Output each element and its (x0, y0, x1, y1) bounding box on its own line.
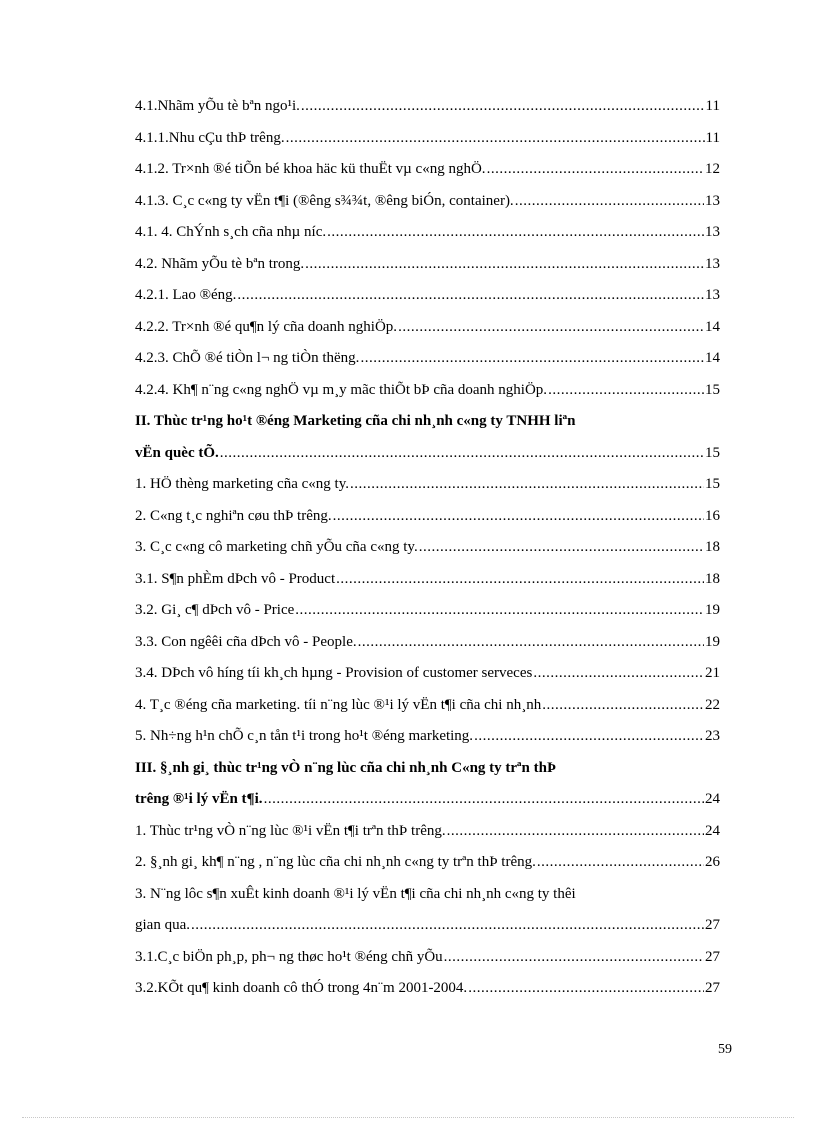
toc-entry (135, 91, 720, 123)
toc-entry-title: gian qua. (135, 917, 190, 933)
toc-entry-title: II. Thùc tr¹ng ho¹t ®éng Marketing cña chi nh¸nh c«ng ty TNHH liªn (135, 413, 576, 429)
toc-entry-page: 23 (705, 728, 720, 744)
toc-entry-page: 15 (705, 381, 720, 398)
toc-entry-page: 26 (705, 854, 720, 870)
toc-entry-title: 4.1.3. C¸c c«ng ty vËn t¶i (®êng s¾¾t, ®êng biÓn, container). (135, 192, 514, 209)
toc-entry-title: 4.2. Nhãm yÕu tè bªn trong. (135, 255, 305, 272)
toc-entry (135, 217, 720, 249)
toc-leader-dots (515, 186, 704, 218)
toc-entry-title: 3. N¨ng lôc s¶n xuÊt kinh doanh ®¹i lý vËn t¶i cña chi nh¸nh c«ng ty thêi (135, 885, 576, 902)
toc-leader-dots (419, 532, 704, 564)
toc-entry (135, 154, 720, 186)
toc-leader-dots (360, 343, 704, 375)
toc-entry-page: 18 (705, 539, 720, 555)
toc-entry (135, 784, 720, 816)
toc-leader-dots (444, 942, 704, 974)
toc-entry (135, 942, 720, 974)
toc-entry (135, 469, 720, 501)
toc-entry-page: 13 (705, 192, 720, 209)
toc-leader-dots (301, 91, 705, 123)
toc-entry (135, 249, 720, 281)
toc-entry-page: 22 (705, 696, 720, 713)
toc-entry (135, 312, 720, 344)
toc-leader-dots (487, 154, 704, 186)
toc-leader-dots (264, 784, 704, 816)
toc-entry (135, 816, 720, 848)
toc-leader-dots (468, 973, 704, 1005)
toc-entry (135, 595, 720, 627)
toc-entry-page: 14 (705, 318, 720, 335)
toc-leader-dots (305, 249, 704, 281)
toc-entry (135, 910, 720, 942)
toc-entry (135, 343, 720, 375)
toc-entry-title: trêng ®¹i lý vËn t¶i. (135, 791, 263, 807)
toc-entry (135, 973, 720, 1005)
toc-entry (135, 532, 720, 564)
toc-entry-page: 13 (705, 287, 720, 303)
toc-leader-dots (447, 816, 704, 848)
toc-entry-title: III. §¸nh gi¸ thùc tr¹ng vÒ n¨ng lùc cña chi nh¸nh C«ng ty trªn thÞ (135, 759, 557, 776)
toc-entry (135, 438, 720, 470)
toc-entry-page: 15 (705, 476, 720, 492)
toc-entry (135, 123, 720, 155)
toc-entry-title: 4.1.Nhãm yÕu tè bªn ngo¹i. (135, 98, 300, 114)
toc-entry-title: 3.1. S¶n phÈm dÞch vô - Product (135, 570, 336, 587)
toc-entry-title: 1. HÖ thèng marketing cña c«ng ty. (135, 476, 349, 492)
toc-entry-page: 18 (705, 570, 720, 587)
toc-leader-dots (333, 501, 704, 533)
footer-divider (22, 1117, 794, 1118)
toc-leader-dots (358, 627, 704, 659)
toc-entry (135, 280, 720, 312)
toc-entry-page: 24 (705, 791, 720, 807)
toc-entry-title: 4.2.2. Tr×nh ®é qu¶n lý cña doanh nghiÖp. (135, 318, 398, 335)
toc-entry-page: 14 (705, 350, 720, 366)
toc-leader-dots (220, 438, 704, 470)
toc-leader-dots (350, 469, 704, 501)
toc-entry-page: 24 (705, 822, 720, 839)
toc-entry-title: 3.4. DÞch vô híng tíi kh¸ch hµng - Provision of customer serveces (135, 665, 533, 681)
toc-entry-title: 3.2. Gi¸ c¶ dÞch vô - Price (135, 602, 295, 618)
toc-entry-title: 5. Nh÷ng h¹n chÕ c¸n tån t¹i trong ho¹t ®éng marketing. (135, 728, 474, 744)
toc-entry (135, 375, 720, 407)
toc-entry-page: 21 (705, 665, 720, 681)
toc-entry-title: 4.1.2. Tr×nh ®é tiÕn bé khoa häc kü thuËt vµ c«ng nghÖ. (135, 161, 486, 177)
toc-entry-title: 3.2.KÕt qu¶ kinh doanh cô thÓ trong 4n¨m 2001-2004. (135, 980, 468, 996)
toc-entry-title: vËn quèc tÕ. (135, 444, 219, 461)
toc-entry (135, 721, 720, 753)
toc-leader-dots (474, 721, 704, 753)
table-of-contents (135, 91, 720, 1005)
toc-leader-dots (336, 564, 704, 596)
toc-entry-title: 3.1.C¸c biÖn ph¸p, ph¬ ng thøc ho¹t ®éng chñ yÕu (135, 948, 443, 965)
toc-entry-line (135, 406, 720, 438)
toc-entry-page: 15 (705, 444, 720, 461)
toc-entry-page: 27 (705, 917, 720, 933)
toc-entry (135, 690, 720, 722)
toc-entry-page: 27 (705, 980, 720, 996)
toc-entry-title: 1. Thùc tr¹ng vÒ n¨ng lùc ®¹i vËn t¶i trªn thÞ trêng. (135, 822, 446, 839)
toc-entry-title: 4.1. 4. ChÝnh s¸ch cña nhµ níc. (135, 224, 327, 240)
toc-entry-page: 11 (705, 98, 720, 114)
toc-entry (135, 658, 720, 690)
toc-entry-title: 4.1.1.Nhu cÇu thÞ trêng. (135, 129, 285, 146)
toc-leader-dots (286, 123, 705, 155)
toc-entry-title: 3. C¸c c«ng cô marketing chñ yÕu cña c«ng ty. (135, 539, 418, 555)
toc-entry-title: 4.2.1. Lao ®éng. (135, 287, 237, 303)
toc-leader-dots (533, 658, 704, 690)
toc-entry (135, 847, 720, 879)
toc-entry-title: 4.2.4. Kh¶ n¨ng c«ng nghÖ vµ m¸y mãc thiÕt bÞ cña doanh nghiÖp. (135, 381, 548, 398)
toc-leader-dots (398, 312, 704, 344)
toc-entry-page: 19 (705, 602, 720, 618)
toc-entry (135, 186, 720, 218)
toc-leader-dots (542, 690, 704, 722)
toc-entry-title: 3.3. Con ngêêi cña dÞch vô - People. (135, 633, 357, 650)
toc-leader-dots (548, 375, 704, 407)
toc-entry (135, 564, 720, 596)
toc-entry-page: 13 (705, 224, 720, 240)
toc-entry-page: 16 (705, 507, 720, 524)
toc-entry-page: 12 (705, 161, 720, 177)
toc-leader-dots (237, 280, 704, 312)
toc-leader-dots (327, 217, 704, 249)
toc-entry-title: 2. §¸nh gi¸ kh¶ n¨ng , n¨ng lùc cña chi nh¸nh c«ng ty trªn thÞ trêng. (135, 854, 536, 870)
toc-entry (135, 501, 720, 533)
toc-entry (135, 627, 720, 659)
toc-entry-line (135, 753, 720, 785)
toc-entry-line (135, 879, 720, 911)
toc-entry-title: 4.2.3. ChÕ ®é tiÒn l¬ ng tiÒn thëng. (135, 350, 360, 366)
toc-entry-title: 2. C«ng t¸c nghiªn cøu thÞ trêng. (135, 507, 332, 524)
toc-entry-title: 4. T¸c ®éng cña marketing. tíi n¨ng lùc ®¹i lý vËn t¶i cña chi nh¸nh (135, 696, 542, 713)
toc-leader-dots (537, 847, 704, 879)
toc-leader-dots (191, 910, 704, 942)
page-number: 59 (718, 1042, 732, 1057)
toc-entry-page: 19 (705, 633, 720, 650)
toc-leader-dots (295, 595, 704, 627)
toc-entry-page: 11 (705, 129, 720, 146)
toc-entry-page: 27 (705, 948, 720, 965)
toc-entry-page: 13 (705, 255, 720, 272)
